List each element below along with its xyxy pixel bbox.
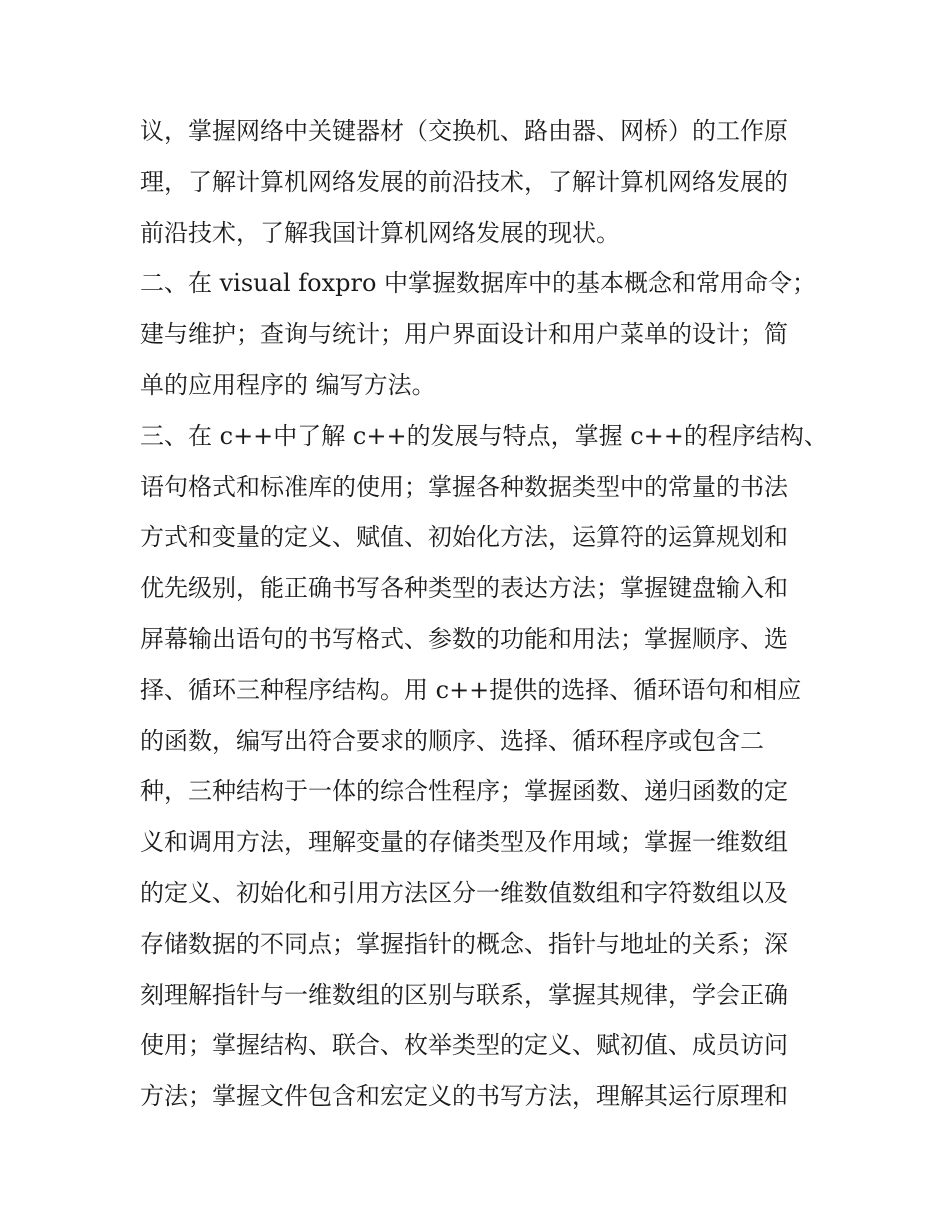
text-line: 的定义、初始化和引用方法区分一维数值数组和字符数组以及: [140, 878, 788, 907]
text-line: 种，三种结构于一体的综合性程序；掌握函数、递归函数的定: [140, 777, 788, 806]
text-line: 义和调用方法，理解变量的存储类型及作用域；掌握一维数组: [140, 828, 788, 857]
text-line: 单的应用程序的 编写方法。: [140, 370, 436, 399]
text-line: 议，掌握网络中关键器材（交换机、路由器、网桥）的工作原: [140, 117, 788, 145]
text-line: 语句格式和标准库的使用；掌握各种数据类型中的常量的书法: [140, 472, 788, 501]
text-line: 建与维护；查询与统计；用户界面设计和用户菜单的设计；简: [140, 320, 788, 349]
text-line: 二、在 visual foxpro 中掌握数据库中的基本概念和常用命令；: [140, 269, 817, 298]
text-line: 择、循环三种程序结构。用 c++提供的选择、循环语句和相应: [140, 675, 802, 704]
text-line: 理，了解计算机网络发展的前沿技术，了解计算机网络发展的: [140, 167, 788, 196]
text-line: 刻理解指针与一维数组的区别与联系，掌握其规律，学会正确: [140, 980, 788, 1009]
text-line: 前沿技术，了解我国计算机网络发展的现状。: [140, 218, 620, 247]
text-line: 方式和变量的定义、赋值、初始化方法，运算符的运算规划和: [140, 523, 788, 552]
text-line: 存储数据的不同点；掌握指针的概念、指针与地址的关系；深: [140, 929, 788, 958]
text-line: 使用；掌握结构、联合、枚举类型的定义、赋初值、成员访问: [140, 1031, 788, 1060]
text-line: 三、在 c++中了解 c++的发展与特点，掌握 c++的程序结构、: [140, 421, 828, 450]
text-line: 屏幕输出语句的书写格式、参数的功能和用法；掌握顺序、选: [140, 624, 788, 653]
text-line: 优先级别，能正确书写各种类型的表达方法；掌握键盘输入和: [140, 574, 788, 603]
text-line: 的函数，编写出符合要求的顺序、选择、循环程序或包含二: [140, 726, 764, 755]
text-line: 方法；掌握文件包含和宏定义的书写方法，理解其运行原理和: [140, 1082, 788, 1111]
body-text: [140, 106, 828, 1122]
